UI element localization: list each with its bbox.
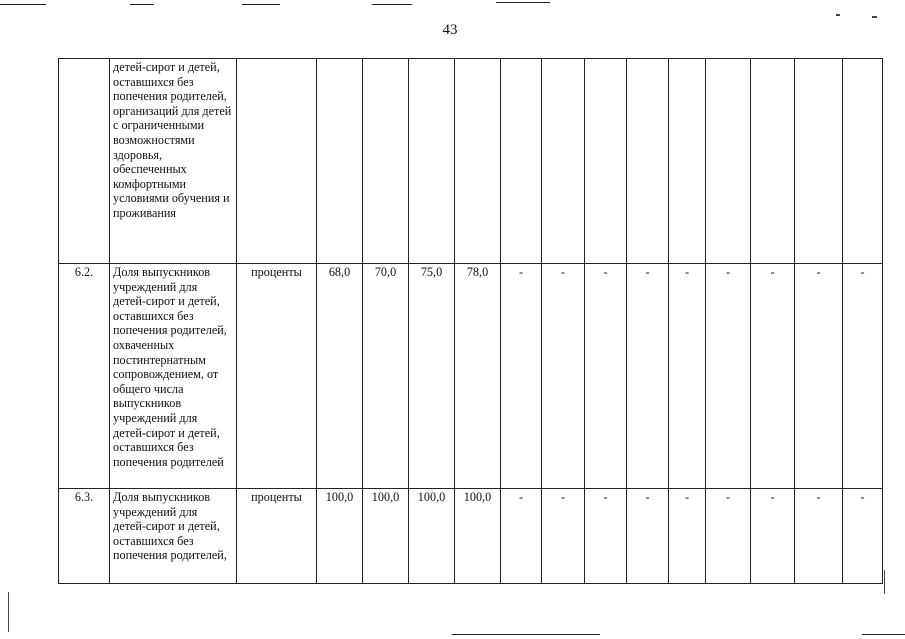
- value-cell: [409, 59, 455, 264]
- dash-cell: -: [501, 489, 542, 584]
- empty-cell: [501, 59, 542, 264]
- scan-mark-line: [452, 634, 600, 635]
- empty-cell: [669, 59, 706, 264]
- value-cell: 70,0: [363, 264, 409, 489]
- page-number: 43: [442, 22, 458, 38]
- scan-speck: [8, 592, 9, 632]
- empty-cell: [795, 59, 843, 264]
- dash-cell: -: [843, 264, 883, 489]
- value-cell: 100,0: [409, 489, 455, 584]
- dash-cell: -: [795, 489, 843, 584]
- indicator-description: детей-сирот и детей, оставшихся без попечения родителей, организаций для детей с ограниченными возможностями здоровья, обеспеченных комфортными условиями обучения и проживания: [110, 59, 237, 264]
- dash-cell: -: [585, 489, 627, 584]
- value-cell: 78,0: [455, 264, 501, 489]
- row-number: 6.2.: [59, 264, 110, 489]
- dash-cell: -: [669, 489, 706, 584]
- unit-cell: проценты: [237, 489, 317, 584]
- dash-cell: -: [795, 264, 843, 489]
- value-cell: [317, 59, 363, 264]
- scan-mark-line: [372, 4, 412, 5]
- empty-cell: [751, 59, 795, 264]
- dash-cell: -: [501, 264, 542, 489]
- value-cell: [363, 59, 409, 264]
- scan-speck: [836, 14, 840, 16]
- value-cell: 100,0: [363, 489, 409, 584]
- unit-cell: [237, 59, 317, 264]
- value-cell: 68,0: [317, 264, 363, 489]
- dash-cell: -: [843, 489, 883, 584]
- unit-cell: проценты: [237, 264, 317, 489]
- dash-cell: -: [751, 489, 795, 584]
- dash-cell: -: [706, 264, 751, 489]
- dash-cell: -: [706, 489, 751, 584]
- scan-mark-line: [496, 2, 550, 3]
- empty-cell: [843, 59, 883, 264]
- dash-cell: -: [542, 264, 585, 489]
- empty-cell: [627, 59, 669, 264]
- empty-cell: [706, 59, 751, 264]
- scan-mark-line: [0, 4, 46, 5]
- value-cell: 100,0: [455, 489, 501, 584]
- scan-mark-line: [242, 4, 280, 5]
- value-cell: [455, 59, 501, 264]
- empty-cell: [542, 59, 585, 264]
- value-cell: 100,0: [317, 489, 363, 584]
- dash-cell: -: [585, 264, 627, 489]
- row-number: 6.3.: [59, 489, 110, 584]
- scan-speck: [884, 570, 885, 594]
- dash-cell: -: [669, 264, 706, 489]
- table-row: [59, 489, 883, 584]
- scan-mark-line: [130, 4, 154, 5]
- indicator-description: Доля выпускников учреждений для детей-сирот и детей, оставшихся без попечения родителей,: [110, 489, 237, 584]
- dash-cell: -: [542, 489, 585, 584]
- dash-cell: -: [627, 489, 669, 584]
- empty-cell: [585, 59, 627, 264]
- dash-cell: -: [751, 264, 795, 489]
- indicator-description: Доля выпускников учреждений для детей-сирот и детей, оставшихся без попечения родителей, охваченных постинтернатным сопровождением, от общего числа выпускников учреждений для детей-сирот и детей, оставшихся без попечения родителей: [110, 264, 237, 489]
- row-number: [59, 59, 110, 264]
- scan-speck: [872, 16, 877, 18]
- value-cell: 75,0: [409, 264, 455, 489]
- indicators-table: [58, 58, 883, 584]
- scan-mark-line: [862, 634, 905, 635]
- table-row: [59, 264, 883, 489]
- dash-cell: -: [627, 264, 669, 489]
- table-row: [59, 59, 883, 264]
